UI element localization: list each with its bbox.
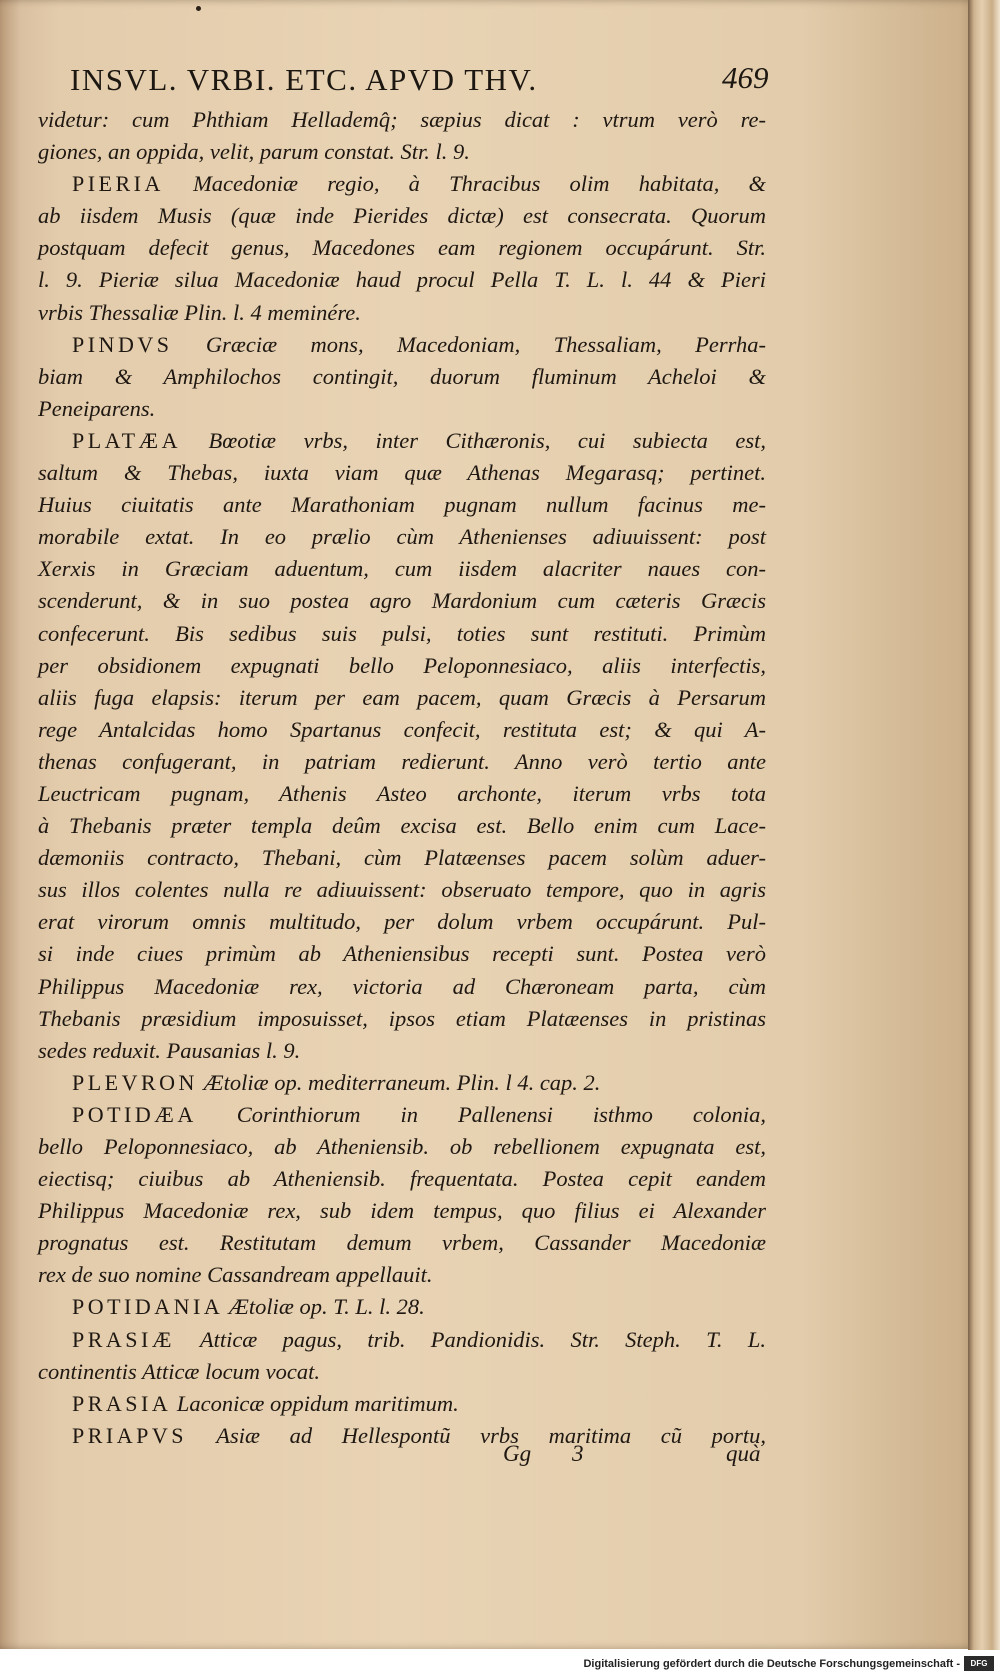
line-text: Philippus Macedoniæ rex, sub idem tempus, quo filius ei Alexander bbox=[38, 1198, 766, 1224]
entry-line bbox=[38, 1388, 766, 1420]
text-line bbox=[38, 842, 766, 874]
text-line bbox=[38, 585, 766, 617]
text-line bbox=[38, 938, 766, 970]
page-number: 469 bbox=[722, 60, 769, 95]
line-text: Leuctricam pugnam, Athenis Asteo archonte, iterum vrbs tota bbox=[38, 780, 766, 806]
line-text: sedes reduxit. Pausanias l. 9. bbox=[38, 1037, 301, 1063]
line-text: Asiæ ad Hellespontũ vrbs maritima cũ portu, bbox=[186, 1422, 766, 1448]
line-text: scenderunt, & in suo postea agro Mardonium cum cæteris Græcis bbox=[38, 588, 766, 614]
text-line bbox=[38, 971, 766, 1003]
line-text: thenas confugerant, in patriam redierunt. Anno verò tertio ante bbox=[38, 748, 766, 774]
line-text: Bœotiæ vrbs, inter Cithæronis, cui subiecta est, bbox=[181, 427, 766, 453]
entry-lemma: PRIAPVS bbox=[72, 1422, 187, 1448]
text-line bbox=[38, 1356, 766, 1388]
line-text: dæmoniis contracto, Thebani, cùm Platæenses pacem solùm aduer- bbox=[38, 845, 766, 871]
text-line bbox=[38, 393, 766, 425]
text-line bbox=[38, 682, 766, 714]
text-line bbox=[38, 297, 766, 329]
line-text: confecerunt. Bis sedibus suis pulsi, toties sunt restituti. Primùm bbox=[38, 620, 766, 646]
line-text: giones, an oppida, velit, parum constat. Str. l. 9. bbox=[38, 139, 470, 165]
entry-line bbox=[38, 1099, 766, 1131]
text-line bbox=[38, 746, 766, 778]
text-line bbox=[38, 553, 766, 585]
text-line bbox=[38, 1003, 766, 1035]
entry-line bbox=[38, 425, 766, 457]
text-line bbox=[38, 361, 766, 393]
line-text: aliis fuga elapsis: iterum per eam pacem, quam Græcis à Persarum bbox=[38, 684, 766, 710]
line-text: rex de suo nomine Cassandream appellauit. bbox=[38, 1262, 433, 1288]
line-text: biam & Amphilochos contingit, duorum fluminum Acheloi & bbox=[38, 363, 766, 389]
running-head: INSVL. VRBI. ETC. APVD THV. bbox=[70, 62, 538, 97]
text-line bbox=[38, 457, 766, 489]
entry-lemma: PINDVS bbox=[72, 331, 173, 357]
entry-lemma: POTIDÆA bbox=[72, 1101, 197, 1127]
catchword: quà bbox=[726, 1441, 761, 1466]
text-line bbox=[38, 1195, 766, 1227]
text-line bbox=[38, 104, 766, 136]
entry-lemma: PIERIA bbox=[72, 171, 164, 197]
line-text: Græciæ mons, Macedoniam, Thessaliam, Perrha- bbox=[172, 331, 766, 357]
line-text: eiectisq; ciuibus ab Atheniensib. frequentata. Postea cepit eandem bbox=[38, 1166, 766, 1192]
footer-credit: Digitalisierung gefördert durch die Deutsche Forschungsgemeinschaft - bbox=[583, 1658, 960, 1670]
text-line bbox=[38, 1259, 766, 1291]
text-line bbox=[38, 810, 766, 842]
entry-line bbox=[38, 1291, 766, 1323]
line-text: Ætoliæ op. T. L. l. 28. bbox=[223, 1294, 425, 1320]
footer-bar bbox=[0, 1650, 1000, 1679]
line-text: postquam defecit genus, Macedones eam regionem occupárunt. Str. bbox=[38, 235, 766, 261]
line-text: Philippus Macedoniæ rex, victoria ad Chæroneam parta, cùm bbox=[38, 973, 766, 999]
line-text: vrbis Thessaliæ Plin. l. 4 meminére. bbox=[38, 299, 361, 325]
line-text: videtur: cum Phthiam Hellademq̂; sæpius dicat : vtrum verò re- bbox=[38, 107, 766, 132]
line-text: Huius ciuitatis ante Marathoniam pugnam nullum facinus me- bbox=[38, 492, 766, 518]
text-line bbox=[38, 200, 766, 232]
text-line bbox=[38, 521, 766, 553]
text-line bbox=[38, 264, 766, 296]
line-text: Ætoliæ op. mediterraneum. Plin. l 4. cap. 2. bbox=[197, 1069, 601, 1095]
text-line bbox=[38, 714, 766, 746]
text-line bbox=[38, 874, 766, 906]
entry-line bbox=[38, 1067, 766, 1099]
entry-lemma: PRASIA bbox=[72, 1390, 172, 1416]
text-line bbox=[38, 1131, 766, 1163]
entry-lemma: PLATÆA bbox=[72, 427, 182, 453]
text-line bbox=[38, 232, 766, 264]
entry-lemma: PLEVRON bbox=[72, 1069, 198, 1095]
line-text: Atticæ pagus, trib. Pandionidis. Str. Steph. T. L. bbox=[174, 1326, 766, 1352]
line-text: erat virorum omnis multitudo, per dolum vrbem occupárunt. Pul- bbox=[38, 909, 766, 935]
text-line bbox=[38, 778, 766, 810]
text-line bbox=[38, 650, 766, 682]
line-text: Laconicæ oppidum maritimum. bbox=[171, 1390, 459, 1416]
entry-lemma: PRASIÆ bbox=[72, 1326, 175, 1352]
text-line bbox=[38, 1163, 766, 1195]
ink-dot bbox=[196, 6, 201, 11]
page-edge bbox=[968, 0, 1000, 1650]
line-text: per obsidionem expugnati bello Peloponnesiaco, aliis interfectis, bbox=[38, 652, 766, 678]
entry-lemma: POTIDANIA bbox=[72, 1294, 224, 1320]
text-line bbox=[38, 618, 766, 650]
line-text: Xerxis in Græciam aduentum, cum iisdem alacriter naues con- bbox=[38, 556, 766, 582]
signature-number: 3 bbox=[572, 1441, 584, 1466]
signature-mark: Gg bbox=[503, 1441, 532, 1466]
line-text: rege Antalcidas homo Spartanus confecit, restituta est; & qui A- bbox=[38, 716, 766, 742]
entry-line bbox=[38, 168, 766, 200]
text-line bbox=[38, 136, 766, 168]
text-line bbox=[38, 1227, 766, 1259]
line-text: continentis Atticæ locum vocat. bbox=[38, 1358, 321, 1384]
body-text bbox=[38, 104, 766, 1452]
text-line bbox=[38, 1035, 766, 1067]
line-text: si inde ciues primùm ab Atheniensibus recepti sunt. Postea verò bbox=[38, 941, 766, 967]
line-text: prognatus est. Restitutam demum vrbem, Cassander Macedoniæ bbox=[38, 1230, 766, 1256]
entry-line bbox=[38, 1420, 766, 1452]
line-text: morabile extat. In eo prælio cùm Athenienses adiuuissent: post bbox=[38, 524, 766, 550]
line-text: Thebanis præsidium imposuisset, ipsos etiam Platæenses in pristinas bbox=[38, 1005, 766, 1031]
line-text: Macedoniæ regio, à Thracibus olim habitata, & bbox=[163, 171, 766, 197]
line-text: à Thebanis præter templa deûm excisa est. Bello enim cum Lace- bbox=[38, 813, 766, 839]
line-text: sus illos colentes nulla re adiuuissent: obseruato tempore, quo in agris bbox=[38, 877, 766, 903]
line-text: bello Peloponnesiaco, ab Atheniensib. ob rebellionem expugnata est, bbox=[38, 1134, 766, 1159]
text-line bbox=[38, 906, 766, 938]
line-text: saltum & Thebas, iuxta viam quæ Athenas Megarasq; pertinet. bbox=[38, 460, 766, 486]
line-text: Peneiparens. bbox=[38, 395, 156, 421]
dfg-logo: DFG bbox=[964, 1656, 994, 1671]
line-text: ab iisdem Musis (quæ inde Pierides dictæ) est consecrata. Quorum bbox=[38, 203, 766, 229]
line-text: Corinthiorum in Pallenensi isthmo colonia, bbox=[196, 1101, 766, 1127]
line-text: l. 9. Pieriæ silua Macedoniæ haud procul Pella T. L. l. 44 & Pieri bbox=[38, 267, 766, 293]
text-line bbox=[38, 489, 766, 521]
entry-line bbox=[38, 1324, 766, 1356]
entry-line bbox=[38, 329, 766, 361]
